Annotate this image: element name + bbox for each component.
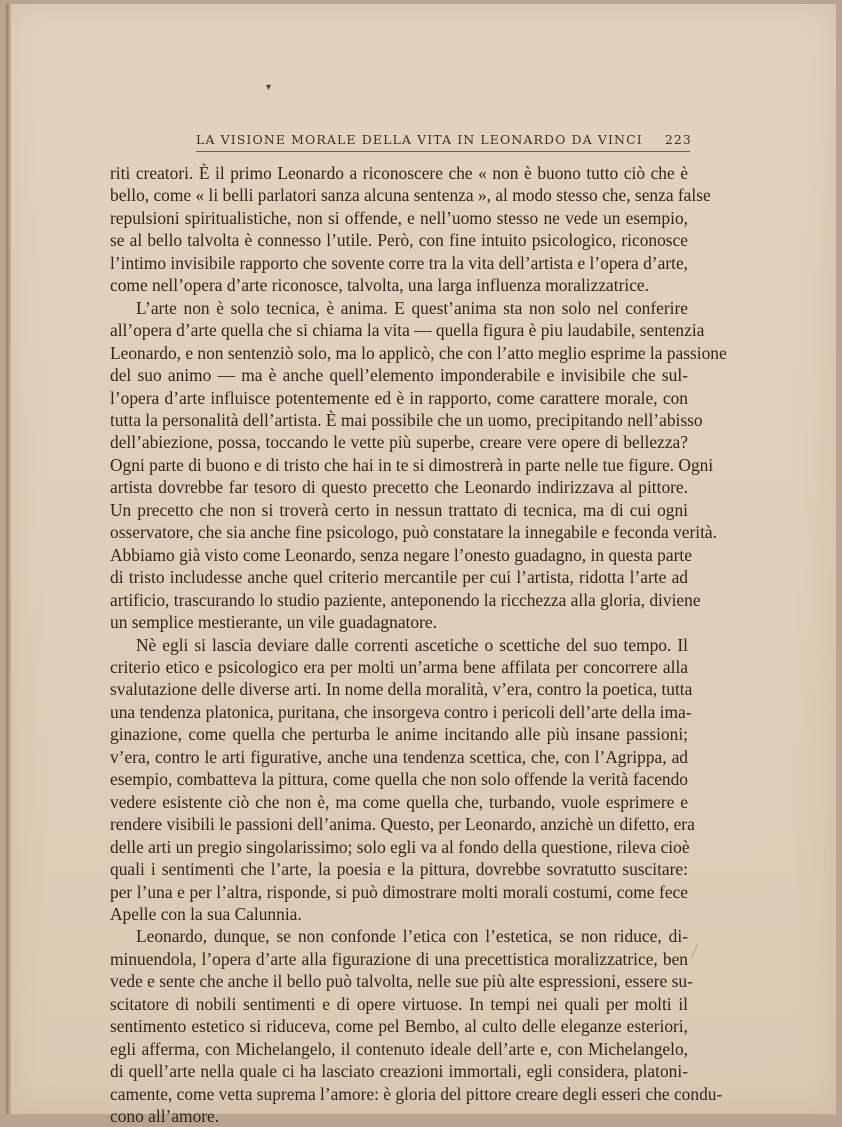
text-line: svalutazione delle diverse arti. In nome della moralità, v’era, contro la poetica, tutta <box>110 679 693 700</box>
running-head <box>196 132 692 147</box>
ink-mark: ▾ <box>266 82 272 93</box>
text-line: repulsioni spiritualistiche, non si offende, e nell’uomo stesso ne vede un esempio, <box>110 207 688 228</box>
text-line: egli afferma, con Michelangelo, il contenuto ideale dell’arte e, con Michelangelo, <box>110 1038 688 1059</box>
text-line: scitatore di nobili sentimenti e di opere virtuose. In tempi nei quali per molti il <box>110 993 688 1014</box>
text-line: esempio, combatteva la pittura, come quella che non solo offende la verità facendo <box>110 769 688 790</box>
text-line: Leonardo, e non sentenziò solo, ma lo applicò, che con l’atto meglio esprime la passione <box>110 342 727 363</box>
text-line: di tristo includesse anche quel criterio mercantile per cui l’artista, ridotta l’arte ad <box>110 567 688 588</box>
text-line: artista dovrebbe far tesoro di questo precetto che Leonardo indirizzava al pittore. <box>110 477 688 498</box>
text-line: del suo animo — ma è anche quell’elemento imponderabile e invisibile che sul- <box>110 365 688 386</box>
text-line: tutta la personalità dell’artista. È mai possibile che un uomo, precipitando nell’abisso <box>110 409 703 430</box>
text-line: riti creatori. È il primo Leonardo a riconoscere che « non è buono tutto ciò che è <box>110 163 688 183</box>
text-line: dell’abiezione, possa, toccando le vette più superbe, creare vere opere di bellezza? <box>110 432 688 453</box>
book-page <box>6 4 836 1127</box>
text-line: bello, come « li belli parlatori sanza alcuna sentenza », al modo stesso che, senza false <box>110 185 711 206</box>
body-text <box>110 162 727 1127</box>
text-line: L’arte non è solo tecnica, è anima. E quest’anima sta non solo nel conferire <box>136 297 688 318</box>
running-title: LA VISIONE MORALE DELLA VITA IN LEONARDO DA VINCI <box>196 132 643 147</box>
text-line: l’intimo invisibile rapporto che sovente corre tra la vita dell’artista e l’opera d’arte, <box>110 252 689 273</box>
header-rule <box>196 151 690 152</box>
text-line: osservatore, che sia anche fine psicologo, può constatare la innegabile e feconda verità. <box>110 522 717 543</box>
text-line: Nè egli si lascia deviare dalle correnti ascetiche o scettiche del suo tempo. Il <box>136 634 688 655</box>
text-line: delle arti un pregio singolarissimo; solo egli va al fondo della questione, rileva cioè <box>110 836 690 857</box>
text-line: vedere esistente ciò che non è, ma come quella che, turbando, vuole esprimere e <box>110 791 688 812</box>
text-line: all’opera d’arte quella che si chiama la vita — quella figura è piu laudabile, sentenzia <box>110 320 705 341</box>
text-line: Abbiamo già visto come Leonardo, senza negare l’onesto guadagno, in questa parte <box>110 544 692 565</box>
text-line: se al bello talvolta è connesso l’utile. Però, con fine intuito psicologico, riconosce <box>110 230 688 251</box>
text-line: artificio, trascurando lo studio paziente, anteponendo la ricchezza alla gloria, diviene <box>110 589 701 610</box>
text-line: cono all’amore. <box>110 1106 220 1127</box>
text-line: ginazione, come quella che perturba le anime incitando alle più insane passioni; <box>110 724 688 745</box>
text-line: sentimento estetico si riduceva, come pel Bembo, al culto delle eleganze esteriori, <box>110 1016 688 1037</box>
text-line: Ogni parte di buono e di tristo che hai in te si dimostrerà in parte nelle tue figure. Ogni <box>110 454 714 475</box>
text-line: un semplice mestierante, un vile guadagnatore. <box>110 612 437 633</box>
text-line: camente, come vetta suprema l’amore: è gloria del pittore creare degli esseri che condu- <box>110 1083 723 1104</box>
page-spine-edge <box>6 4 11 1114</box>
text-line: come nell’opera d’arte riconosce, talvolta, una larga influenza moralizzatrice. <box>110 275 649 296</box>
text-line: v’era, contro le arti figurative, anche una tendenza scettica, che, con l’Agrippa, ad <box>110 746 688 767</box>
text-line: quali i sentimenti che l’arte, la poesia e la pittura, dovrebbe sovratutto suscitare: <box>110 859 688 880</box>
text-line: Leonardo, dunque, se non confonde l’etica con l’estetica, se non riduce, di- <box>136 926 688 947</box>
text-line: criterio etico e psicologico era per molti un’arma bene affilata per concorrere alla <box>110 656 688 677</box>
text-line: Apelle con la sua Calunnia. <box>110 903 302 924</box>
page-number: 223 <box>664 132 692 147</box>
text-line: minuendola, l’opera d’arte alla figurazione di una precettistica moralizzatrice, ben <box>110 948 688 969</box>
text-line: Un precetto che non si troverà certo in nessun trattato di tecnica, ma di cui ogni <box>110 499 688 520</box>
text-line: di quell’arte nella quale ci ha lasciato creazioni immortali, egli considera, platoni- <box>110 1061 688 1082</box>
text-line: una tendenza platonica, puritana, che insorgeva contro i pericoli dell’arte della ima- <box>110 701 692 722</box>
text-line: rendere visibili le passioni dell’anima. Questo, per Leonardo, anzichè un difetto, era <box>110 814 695 835</box>
text-line: l’opera d’arte influisce potentemente ed è in rapporto, come carattere morale, con <box>110 387 688 408</box>
text-line: vede e sente che anche il bello può talvolta, nelle sue più alte espressioni, essere su- <box>110 971 693 992</box>
text-line: per l’una e per l’altra, risponde, si può dimostrare molti morali costumi, come fece <box>110 881 688 902</box>
